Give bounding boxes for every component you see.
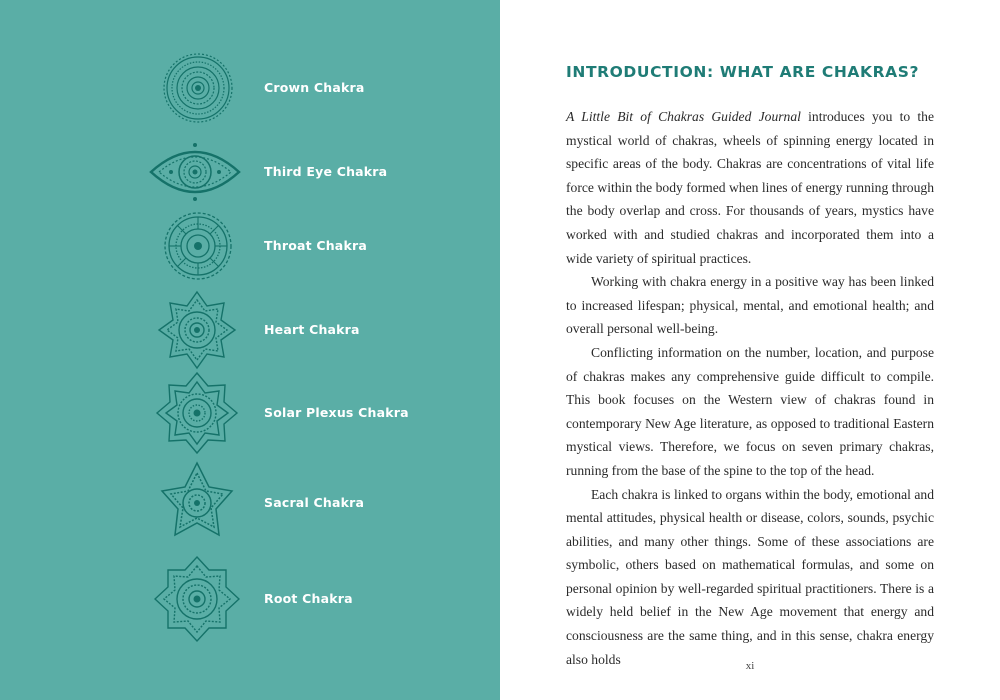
chakra-label-root: Root Chakra	[264, 591, 353, 606]
chakra-label-crown: Crown Chakra	[264, 80, 365, 95]
chakra-label-solar-plexus: Solar Plexus Chakra	[264, 405, 409, 420]
body-text	[566, 105, 934, 671]
chakra-row-sacral	[0, 458, 500, 548]
book-title: A Little Bit of Chakras Guided Journal	[566, 109, 801, 124]
paragraph-1-text: introduces you to the mystical world of chakras, wheels of spinning energy located in specific areas of the body. Chakras are concentrations of vital life force within the body formed when lines of energy running through the body overlap and cross. For thousands of years, mystics have worked with and studied chakras and incorporated them into a wide variety of spiritual practices.	[566, 109, 934, 266]
page-number: xi	[745, 660, 755, 672]
crown-chakra-mandala-icon	[160, 43, 236, 133]
paragraph-4: Each chakra is linked to organs within the body, emotional and mental attitudes, physical health or disease, colors, sounds, psychic abilities, and many other things. Some of these associations are symbolic, others based on mathematical formulas, and some on personal opinion by well-regarded spiritual practitioners. There is a widely held belief in the New Age movement that energy and consciousness are the same thing, and in this sense, chakra energy also holds	[566, 486, 934, 667]
chakra-row-throat	[0, 201, 500, 291]
chakra-row-crown	[0, 43, 500, 133]
paragraph-3: Conflicting information on the number, location, and purpose of chakras makes any comprehensive guide difficult to compile. This book focuses on the Western view of chakras found in contemporary New Age literature, as opposed to traditional Eastern mystical views. Therefore, we focus on seven primary chakras, running from the base of the spine to the top of the head.	[566, 344, 934, 478]
root-chakra-mandala-icon	[154, 554, 240, 644]
chakra-row-root	[0, 554, 500, 644]
chakra-label-third-eye: Third Eye Chakra	[264, 164, 388, 179]
throat-chakra-mandala-icon	[162, 201, 234, 291]
chakra-label-heart: Heart Chakra	[264, 322, 360, 337]
heart-chakra-mandala-icon	[157, 285, 237, 375]
solar-plexus-chakra-mandala-icon	[155, 368, 239, 458]
sacral-chakra-mandala-icon	[158, 458, 236, 548]
page-heading: INTRODUCTION: WHAT ARE CHAKRAS?	[566, 63, 920, 81]
chakra-row-heart	[0, 285, 500, 375]
chakra-label-throat: Throat Chakra	[264, 238, 367, 253]
paragraph-2: Working with chakra energy in a positive way has been linked to increased lifespan; physical, mental, and emotional health; and overall personal well-being.	[566, 274, 934, 337]
paragraph-1	[566, 105, 934, 270]
chakra-label-sacral: Sacral Chakra	[264, 495, 365, 510]
chakra-row-solar-plexus	[0, 368, 500, 458]
